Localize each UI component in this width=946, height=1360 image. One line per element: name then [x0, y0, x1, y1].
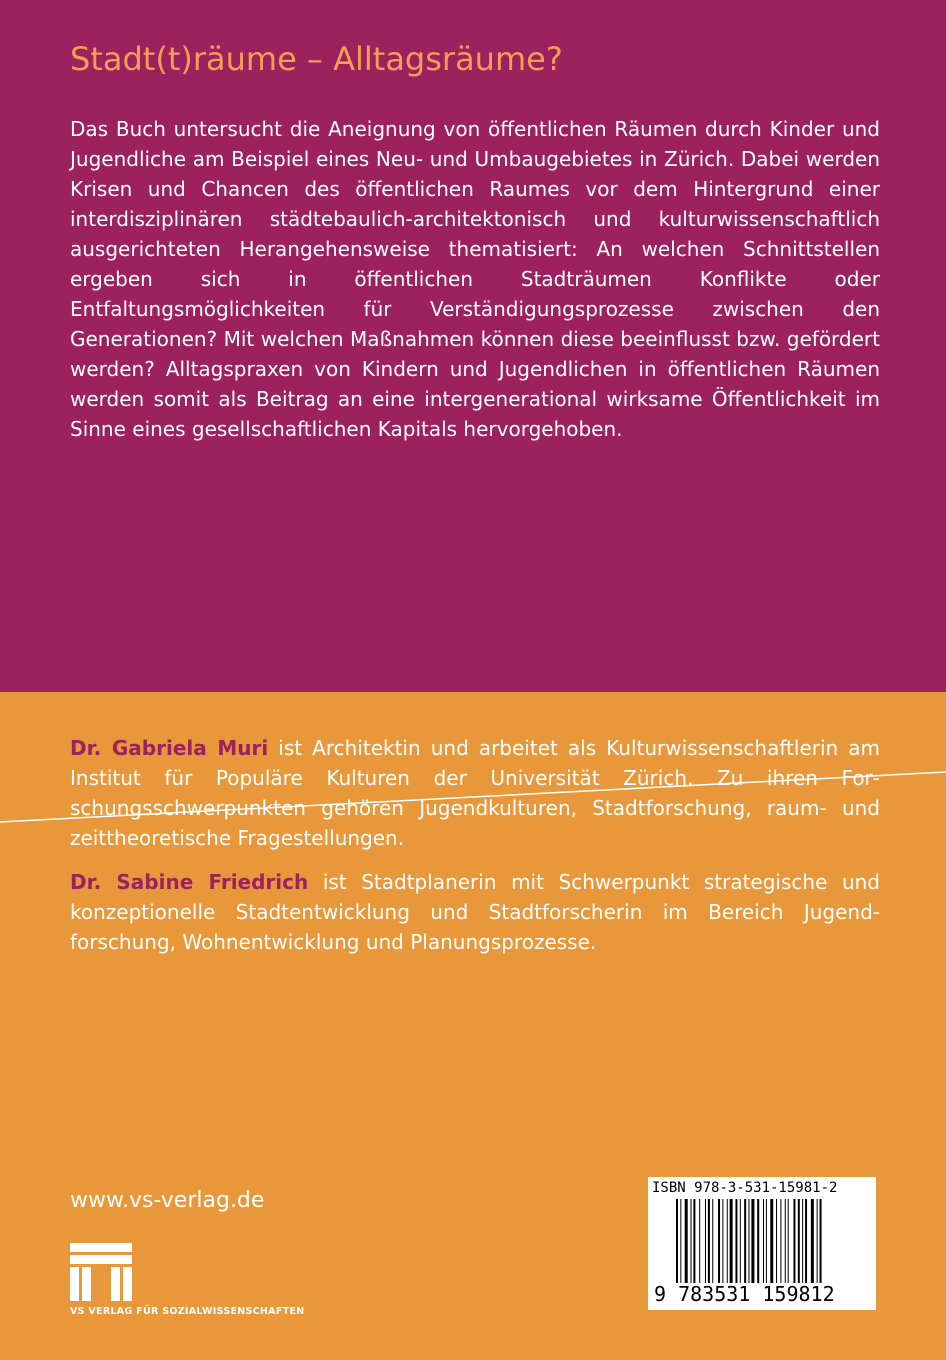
isbn-label: ISBN 978-3-531-15981-2 — [652, 1180, 838, 1196]
isbn-digits: 9 783531 159812 — [654, 1282, 835, 1306]
book-description: Das Buch untersucht die Aneignung von öffentlichen Räumen durch Kinder und Jugendliche am Beispiel eines Neu- und Umbaugebietes in Zürich. Dabei werden Krisen und Chancen des öffentlichen Raumes vor dem Hintergrund einer interdisziplinären städtebaulich-architektonisch und kulturwissenschaftlich ausgerichteten Herangehensweise thematisiert: An welchen Schnittstellen ergeben sich in öffentlichen Stadträumen Konflikte oder Entfaltungsmöglichkeiten für Verständigungsprozesse zwischen den Generationen? Mit welchen Maßnahmen können diese beeinflusst bzw. gefördert werden? Alltagspraxen von Kindern und Jugendlichen in öffentlichen Räumen werden somit als Beitrag an eine intergenerational wirksame Öffentlichkeit im Sinne eines gesellschaftlichen Kapitals hervorgehoben. — [70, 117, 880, 441]
author-name: Dr. Sabine Friedrich — [70, 870, 309, 894]
isbn-barcode — [648, 1177, 876, 1310]
publisher-url[interactable]: www.vs-verlag.de — [70, 1188, 265, 1213]
author-bio-friedrich — [70, 867, 880, 957]
author-bio-muri — [70, 733, 880, 853]
author-bio-text: ist Architektin und arbeitet als Kulturwissenschaftlerin am Institut für Populäre Kulturen der Universität Zürich. Zu ihren Forschungsschwerpunkten gehören Jugendkulturen, Stadtforschung, raum- und zeittheoretische Fragestellungen. — [70, 736, 880, 850]
publisher-name: VS VERLAG FÜR SOZIALWISSENSCHAFTEN — [70, 1306, 305, 1317]
author-name: Dr. Gabriela Muri — [70, 736, 269, 760]
book-title: Stadt(t)räume – Alltagsräume? — [70, 40, 563, 78]
barcode-bars-icon — [676, 1199, 868, 1283]
publisher-logo-icon — [70, 1243, 132, 1301]
author-bio-text: ist Stadtplanerin mit Schwerpunkt strategische und konzeptionelle Stadtentwicklung und Stadtforscherin im Bereich Jugendforschung, Wohnentwicklung und Planungsprozesse. — [70, 870, 880, 954]
